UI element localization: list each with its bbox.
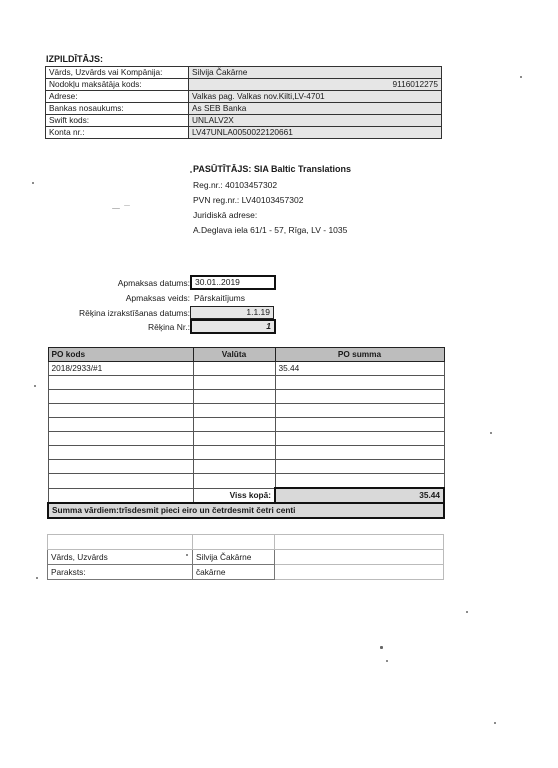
contractor-row-value: LV47UNLA0050022120661 [189, 127, 442, 139]
contractor-row-label: Nodokļu maksātāja kods: [46, 79, 189, 91]
po-amount-cell [275, 460, 444, 474]
scan-speck [32, 182, 34, 184]
po-code-cell [48, 390, 193, 404]
payment-method-label: Apmaksas veids: [125, 293, 190, 303]
signature-sign-label: Paraksts: [48, 565, 193, 580]
issue-date-value: 1.1.19 [190, 306, 274, 319]
po-table-row [48, 460, 444, 474]
po-currency-cell [193, 404, 275, 418]
contractor-row [46, 67, 442, 79]
po-col-header-code: PO kods [48, 348, 193, 362]
po-code-cell: 2018/2933/#1 [48, 362, 193, 376]
po-currency-cell [193, 460, 275, 474]
po-table-row [48, 362, 444, 376]
po-col-header-amount: PO summa [275, 348, 444, 362]
po-code-cell [48, 376, 193, 390]
contractor-row-value: Valkas pag. Valkas nov.Kilti,LV-4701 [189, 91, 442, 103]
po-amount-cell [275, 446, 444, 460]
invoice-nr-label: Rēķina Nr.: [147, 322, 190, 332]
po-code-cell [48, 432, 193, 446]
po-currency-cell [193, 362, 275, 376]
po-currency-cell [193, 418, 275, 432]
contractor-row [46, 127, 442, 139]
po-code-cell [48, 418, 193, 432]
po-table-row [48, 390, 444, 404]
client-legal-address-label: Juridiskā adrese: [193, 210, 258, 220]
po-currency-cell [193, 376, 275, 390]
contractor-row [46, 115, 442, 127]
po-amount-cell [275, 418, 444, 432]
payment-method-value: Pārskaitījums [194, 293, 246, 303]
po-currency-cell [193, 432, 275, 446]
po-code-cell [48, 474, 193, 489]
po-amount-cell [275, 376, 444, 390]
contractor-row-label: Adrese: [46, 91, 189, 103]
signature-sign-value: čakārne [193, 565, 275, 580]
contractor-row [46, 79, 442, 91]
scan-speck [34, 385, 36, 387]
po-amount-cell [275, 474, 444, 489]
po-table-row [48, 432, 444, 446]
scan-speck [190, 171, 192, 173]
po-table-row [48, 446, 444, 460]
signature-table [47, 534, 444, 580]
scan-speck [494, 722, 496, 724]
client-reg-nr: Reg.nr.: 40103457302 [193, 180, 278, 190]
contractor-row [46, 103, 442, 115]
contractor-row-value: UNLALV2X [189, 115, 442, 127]
po-table [47, 347, 445, 519]
scan-speck [466, 611, 468, 613]
po-col-header-currency: Valūta [193, 348, 275, 362]
contractor-row-value: As SEB Banka [189, 103, 442, 115]
total-value: 35.44 [275, 488, 444, 503]
contractor-row-value: Silvija Čakārne [189, 67, 442, 79]
po-amount-cell [275, 404, 444, 418]
po-currency-cell [193, 474, 275, 489]
scan-speck [520, 76, 522, 78]
client-pvn-reg-nr: PVN reg.nr.: LV40103457302 [193, 195, 304, 205]
scan-speck [490, 432, 492, 434]
contractor-row-label: Konta nr.: [46, 127, 189, 139]
client-heading: PASŪTĪTĀJS: SIA Baltic Translations [193, 164, 352, 174]
po-code-cell [48, 446, 193, 460]
po-table-row [48, 404, 444, 418]
po-table-row [48, 376, 444, 390]
po-amount-cell: 35.44 [275, 362, 444, 376]
contractor-row-label: Vārds, Uzvārds vai Kompānija: [46, 67, 189, 79]
signature-name-label: Vārds, Uzvārds [48, 550, 193, 565]
signature-name-value: Silvija Čakārne [193, 550, 275, 565]
contractor-table [45, 66, 442, 139]
po-table-row [48, 418, 444, 432]
scan-speck [112, 208, 120, 209]
scan-speck [36, 577, 38, 579]
scan-speck [386, 660, 388, 662]
contractor-heading: IZPILDĪTĀJS: [46, 54, 104, 64]
amount-in-words: Summa vārdiem:trīsdesmit pieci eiro un četrdesmit četri centi [48, 503, 444, 518]
po-currency-cell [193, 446, 275, 460]
invoice-nr-value: 1 [190, 319, 276, 334]
contractor-row [46, 91, 442, 103]
scan-speck [124, 205, 130, 206]
total-label: Viss kopā: [193, 488, 275, 503]
po-amount-cell [275, 432, 444, 446]
scan-speck [186, 554, 188, 556]
po-code-cell [48, 404, 193, 418]
contractor-row-value: 9116012275 [189, 79, 442, 91]
contractor-row-label: Swift kods: [46, 115, 189, 127]
issue-date-label: Rēķina izrakstīšanas datums: [78, 308, 190, 318]
po-currency-cell [193, 390, 275, 404]
contractor-row-label: Bankas nosaukums: [46, 103, 189, 115]
po-code-cell [48, 460, 193, 474]
po-amount-cell [275, 390, 444, 404]
client-legal-address: A.Deglava iela 61/1 - 57, Rīga, LV - 1035 [193, 225, 348, 235]
payment-date-label: Apmaksas datums: [117, 278, 190, 288]
payment-date-value: 30.01..2019 [190, 275, 276, 290]
po-table-row [48, 474, 444, 489]
scan-speck [380, 646, 383, 649]
